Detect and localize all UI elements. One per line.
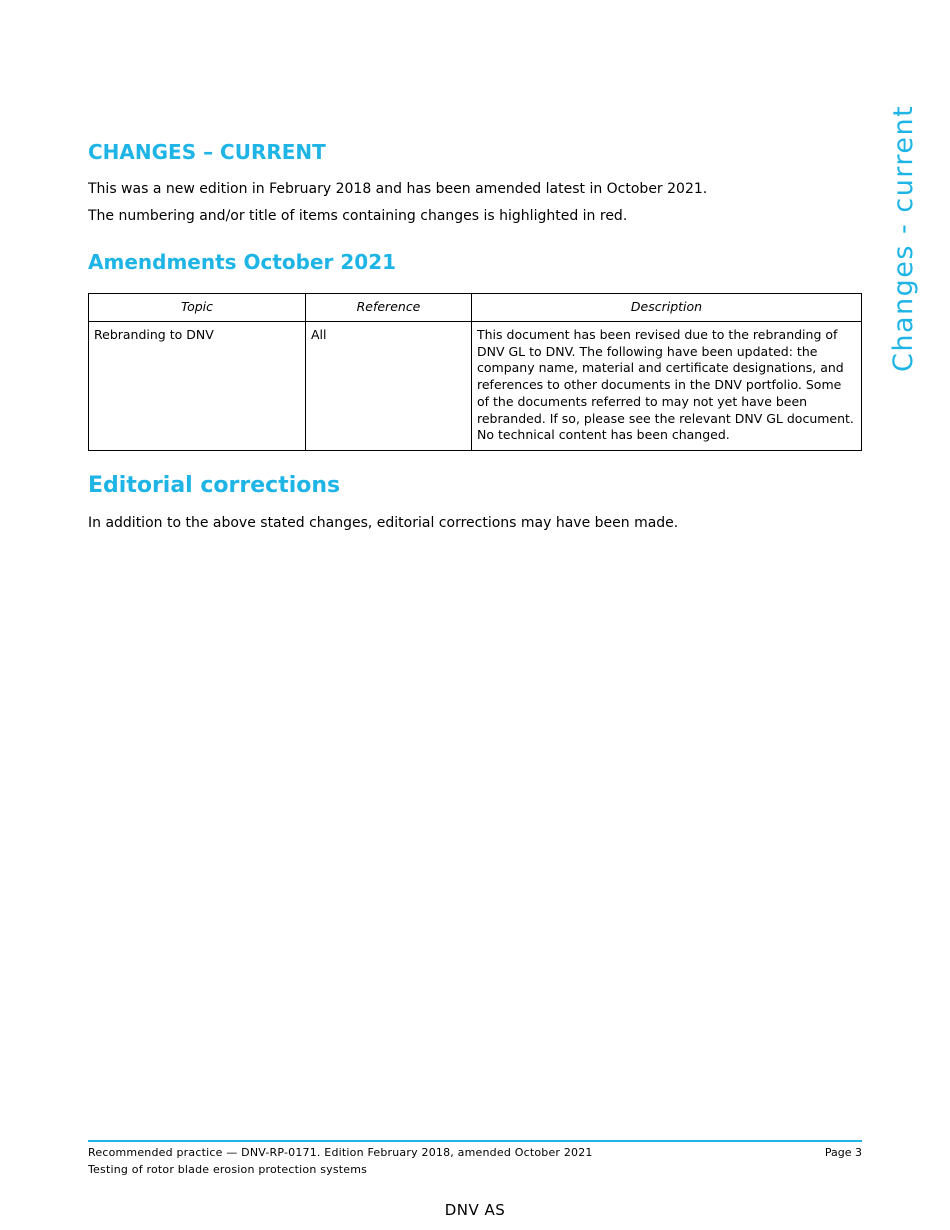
footer-document-title: Testing of rotor blade erosion protection systems bbox=[88, 1163, 368, 1176]
intro-highlight-note: The numbering and/or title of items containing changes is highlighted in red. bbox=[88, 208, 628, 224]
footer-page-number: Page 3 bbox=[824, 1146, 862, 1159]
side-tab-label: Changes - current bbox=[888, 104, 919, 372]
column-header-reference: Reference bbox=[306, 294, 472, 322]
intro-edition-text: This was a new edition in February 2018 and has been amended latest in October 2021. bbox=[88, 181, 708, 197]
column-header-description: Description bbox=[472, 294, 862, 322]
footer-divider bbox=[88, 1140, 862, 1142]
editorial-text: In addition to the above stated changes, editorial corrections may have been made. bbox=[88, 515, 679, 531]
table-row bbox=[89, 322, 862, 451]
footer-company: DNV AS bbox=[444, 1201, 506, 1219]
table-header-row bbox=[89, 294, 862, 322]
side-tab bbox=[886, 104, 922, 375]
footer-document-reference: Recommended practice — DNV-RP-0171. Edition February 2018, amended October 2021 bbox=[88, 1146, 593, 1159]
amendments-table bbox=[88, 293, 862, 451]
cell-reference: All bbox=[306, 322, 472, 451]
cell-topic: Rebranding to DNV bbox=[89, 322, 306, 451]
amendments-heading: Amendments October 2021 bbox=[88, 250, 397, 274]
column-header-topic: Topic bbox=[89, 294, 306, 322]
cell-description: This document has been revised due to the rebranding of DNV GL to DNV. The following have been updated: the company name, material and certificate designations, and references to other documents in the DNV portfolio. Some of the documents referred to may not yet have been rebranded. If so, please see the relevant DNV GL document. No technical content has been changed. bbox=[472, 322, 862, 451]
editorial-heading: Editorial corrections bbox=[88, 473, 341, 498]
page-title: CHANGES – CURRENT bbox=[88, 140, 326, 164]
